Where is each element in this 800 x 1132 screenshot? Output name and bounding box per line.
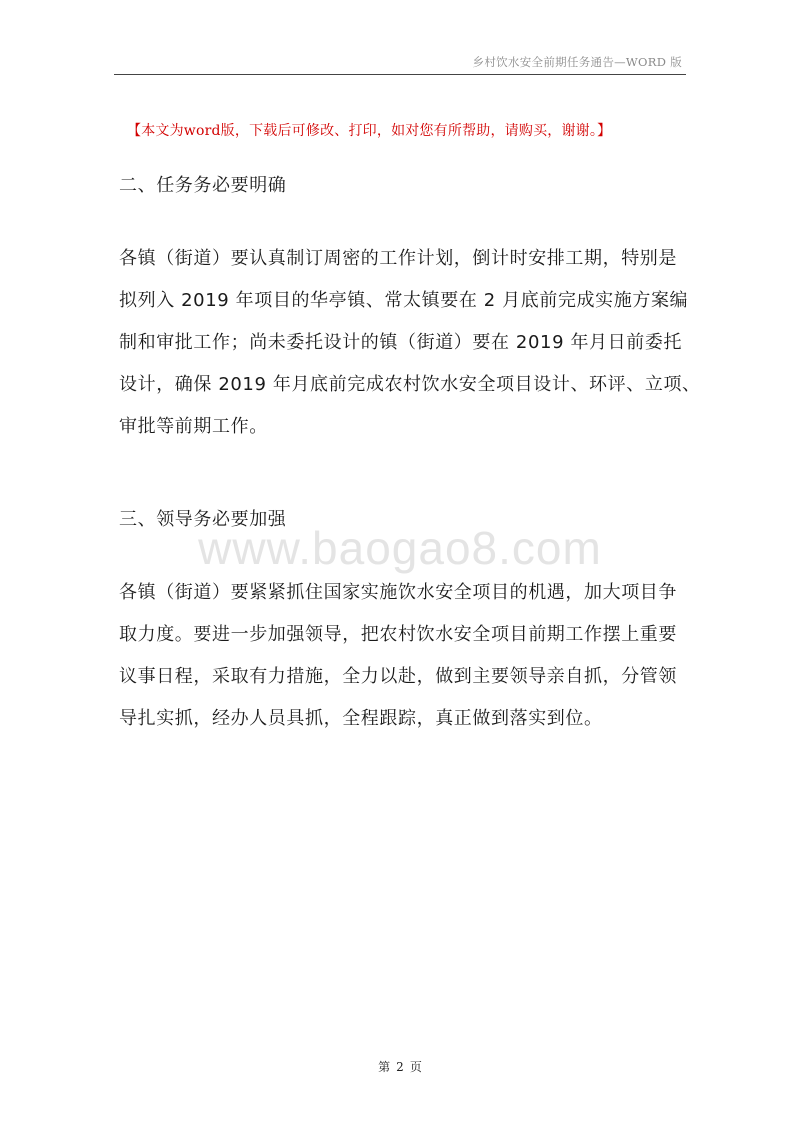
section-heading-tasks: 二、任务务必要明确 — [119, 175, 287, 196]
paragraph-line: 各镇（街道）要认真制订周密的工作计划，倒计时安排工期，特别是 — [119, 248, 677, 269]
paragraph-line: 拟列入 2019 年项目的华亭镇、常太镇要在 2 月底前完成实施方案编 — [119, 290, 689, 311]
section-paragraph-tasks — [119, 238, 701, 448]
download-notice: 【本文为word版，下载后可修改、打印，如对您有所帮助，请购买，谢谢。】 — [127, 123, 612, 139]
page-number-suffix: 页 — [409, 1060, 422, 1074]
paragraph-line: 制和审批工作；尚未委托设计的镇（街道）要在 2019 年月日前委托 — [119, 332, 683, 353]
paragraph-line: 审批等前期工作。 — [119, 416, 268, 437]
header-divider — [114, 74, 686, 75]
paragraph-line: 取力度。要进一步加强领导，把农村饮水安全项目前期工作摆上重要 — [119, 624, 677, 645]
page-number-prefix: 第 — [378, 1060, 391, 1074]
page-number: 2 — [396, 1060, 404, 1074]
paragraph-line: 议事日程，采取有力措施，全力以赴，做到主要领导亲自抓，分管领 — [119, 666, 677, 687]
site-watermark: www.baogao8.com — [198, 522, 602, 574]
section-paragraph-leadership — [119, 572, 691, 740]
paragraph-line: 设计，确保 2019 年月底前完成农村饮水安全项目设计、环评、立项、 — [119, 374, 701, 395]
paragraph-line: 各镇（街道）要紧紧抓住国家实施饮水安全项目的机遇，加大项目争 — [119, 582, 677, 603]
paragraph-line: 导扎实抓，经办人员具抓，全程跟踪，真正做到落实到位。 — [119, 708, 603, 729]
document-header-title: 乡村饮水安全前期任务通告—WORD 版 — [472, 55, 682, 69]
section-heading-leadership: 三、领导务必要加强 — [119, 509, 287, 530]
page-footer — [0, 1058, 800, 1075]
